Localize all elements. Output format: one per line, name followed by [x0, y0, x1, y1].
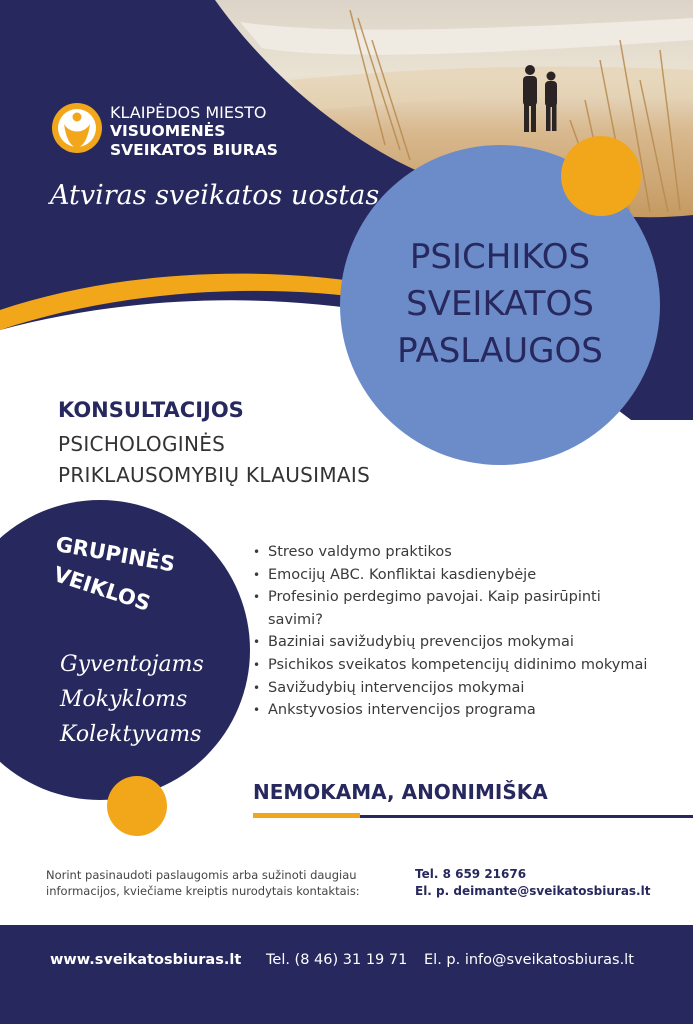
main-title-line1: PSICHIKOS [409, 237, 591, 277]
footer-email[interactable]: El. p. info@sveikatosbiuras.lt [424, 952, 634, 968]
list-item: • Psichikos sveikatos kompetencijų didinimo mokymai [250, 654, 650, 677]
footer-website-link[interactable]: www.sveikatosbiuras.lt [50, 952, 242, 968]
contact-note-line1: Norint pasinaudoti paslaugomis arba sužinoti daugiau [46, 868, 357, 882]
list-item: • Streso valdymo praktikos [250, 541, 650, 564]
contact-note [46, 867, 360, 899]
logo-text-line1: KLAIPĖDOS MIESTO [110, 103, 267, 122]
list-item: • Savižudybių intervencijos mokymai [250, 677, 650, 700]
main-title [340, 234, 660, 375]
free-anonymous-label: NEMOKAMA, ANONIMIŠKA [253, 780, 548, 804]
group-activities-title [40, 524, 210, 644]
group-title-line1: GRUPINĖS [53, 532, 177, 577]
direct-phone[interactable]: Tel. 8 659 21676 [415, 867, 527, 881]
orange-dot-bottom [107, 776, 167, 836]
target-workplaces: Kolektyvams [60, 722, 202, 747]
list-item: • Profesinio perdegimo pavojai. Kaip pasirūpinti savimi? [250, 586, 650, 631]
activities-list [250, 541, 650, 722]
consultations-title: KONSULTACIJOS [58, 398, 244, 422]
group-title-line2: VEIKLOS [50, 562, 154, 616]
list-item: • Emocijų ABC. Konfliktai kasdienybėje [250, 564, 650, 587]
list-item: • Baziniai savižudybių prevencijos mokymai [250, 631, 650, 654]
logo-text-line3: SVEIKATOS BIURAS [110, 141, 278, 159]
orange-dot-top [561, 136, 641, 216]
free-label-underline-navy [360, 815, 693, 818]
footer-bar [0, 925, 693, 1024]
free-label-underline-orange [253, 813, 360, 818]
direct-contacts [415, 866, 650, 900]
main-title-line3: PASLAUGOS [397, 331, 603, 371]
logo-text-line2: VISUOMENĖS [110, 122, 226, 140]
main-title-line2: SVEIKATOS [406, 284, 594, 324]
footer-phone[interactable]: Tel. (8 46) 31 19 71 [266, 952, 408, 968]
target-residents: Gyventojams [60, 652, 204, 677]
consultations-item: PRIKLAUSOMYBIŲ KLAUSIMAIS [58, 463, 371, 487]
list-item: • Ankstyvosios intervencijos programa [250, 699, 650, 722]
slogan: Atviras sveikatos uostas [50, 180, 380, 211]
contact-note-line2: informacijos, kviečiame kreiptis nurodytais kontaktais: [46, 884, 360, 898]
organization-logo-icon [52, 103, 102, 153]
direct-email[interactable]: El. p. deimante@sveikatosbiuras.lt [415, 884, 651, 898]
consultations-item: PSICHOLOGINĖS [58, 432, 226, 456]
target-schools: Mokykloms [60, 687, 188, 712]
